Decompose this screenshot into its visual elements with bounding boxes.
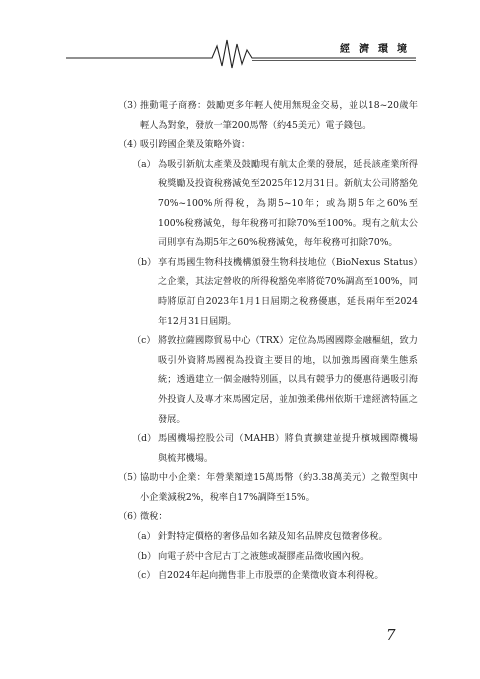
page-number: 7 [386,626,396,644]
list-item [118,96,418,135]
list-item [118,429,418,468]
list-marker: （d） [132,433,157,445]
list-marker: （b） [132,550,157,562]
document-body [118,96,418,586]
list-marker: （3） [118,100,143,111]
list-item [118,547,418,567]
list-marker: （4） [118,139,143,151]
list-item [118,468,418,507]
list-item-text: 馬國機場控股公司（MAHB）將負責擴建並提升檳城國際機場與梳邦機場。 [158,433,418,464]
list-item [118,527,418,547]
list-item-text: 針對特定價格的奢侈品如名錶及知名品牌皮包徵奢侈稅。 [158,531,388,543]
list-marker: （c） [132,570,156,582]
section-title: 經濟環境 [340,44,416,55]
list-item [118,507,418,527]
list-marker: （6） [118,511,143,523]
list-item-text: 協助中小企業：年營業額達15萬馬幣（約3.38萬美元）之微型與中小企業減稅2%，稅率自17%調降至15%。 [140,472,418,503]
list-marker: （5） [118,472,143,484]
list-item-text: 徵稅： [140,511,168,523]
list-item-text: 享有馬國生物科技機構頒發生物科技地位（BioNexus Status）之企業，其法定營收的所得稅豁免率將從70%調高至100%，同時將原訂自2023年1月1日屆期之稅務優惠，延長兩年至2024年12月31日屆期。 [158,256,418,327]
list-item-text: 為吸引新航太產業及鼓勵現有航太企業的發展，延長該產業所得稅獎勵及投資稅務減免至2025年12月31日。新航太公司將豁免70%~100%所得稅，為期5~10年；或為期5年之60%至100%稅務減免，每年稅務可扣除70%至100%。現有之航太公司則享有為期5年之60%稅務減免，每年稅務可扣除70%。 [158,158,418,249]
list-item [118,566,418,586]
list-item [118,135,418,155]
list-marker: （a） [132,158,156,170]
list-marker: （b） [132,256,157,268]
list-item-text: 推動電子商務：鼓勵更多年輕人使用無現金交易，並以18~20歲年輕人為對象，發放一筆200馬幣（約45美元）電子錢包。 [140,100,418,131]
list-item [118,155,418,253]
list-item [118,331,418,429]
list-marker: （a） [132,531,156,543]
list-item-text: 吸引跨國企業及策略外資： [140,139,251,151]
list-item-text: 自2024年起向拋售非上市股票的企業徵收資本利得稅。 [158,570,384,582]
list-marker: （c） [132,335,156,347]
list-item-text: 將敦拉薩國際貿易中心（TRX）定位為馬國國際金融樞紐，致力吸引外資將馬國視為投資主要目的地，以加強馬國商業生態系統；透過建立一個金融特別區，以具有競爭力的優惠待遇吸引海外投資人及專才來馬國定居，並加強柔佛州依斯干達經濟特區之發展。 [158,335,418,425]
list-item-text: 向電子菸中含尼古丁之液態或凝膠產品徵收國內稅。 [158,550,370,562]
list-item [118,253,418,331]
page-header [66,34,416,70]
